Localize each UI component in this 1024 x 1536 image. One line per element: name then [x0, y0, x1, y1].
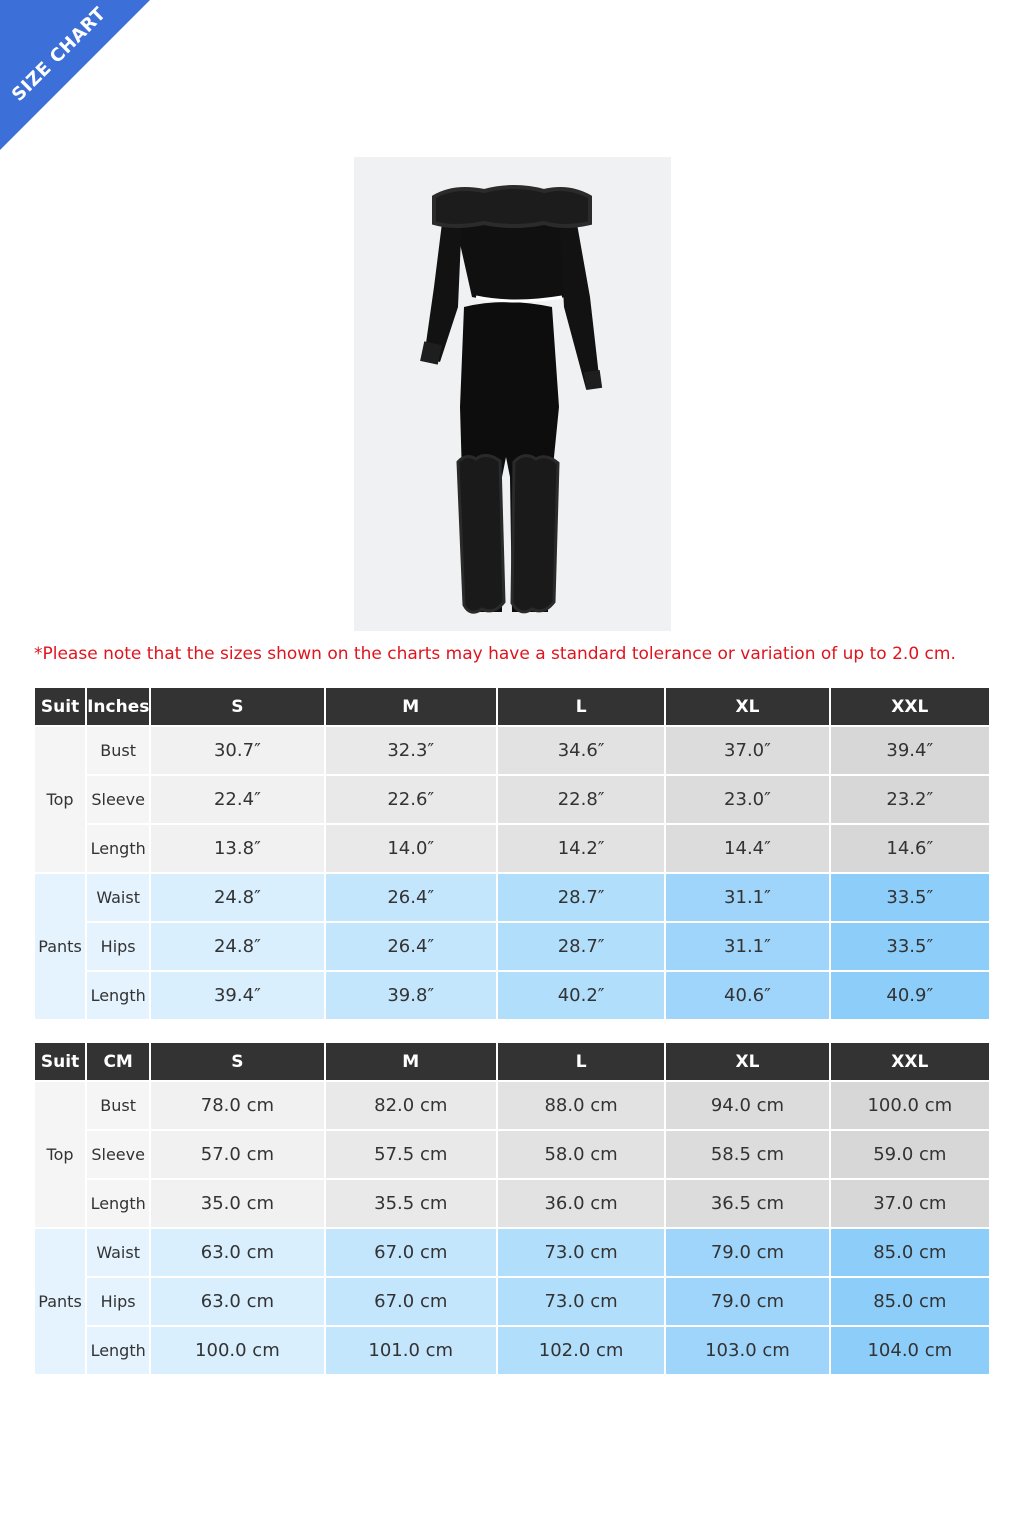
table-cell: 35.5 cm — [326, 1180, 496, 1227]
group-label-pants: Pants — [35, 1229, 85, 1374]
table-cell: 40.6″ — [666, 972, 828, 1019]
table-cell: 31.1″ — [666, 923, 828, 970]
table-cell: 67.0 cm — [326, 1229, 496, 1276]
table-row — [35, 825, 989, 872]
table-cell: 28.7″ — [498, 923, 664, 970]
table-cell: 63.0 cm — [151, 1229, 323, 1276]
table-cell: 39.4″ — [151, 972, 323, 1019]
table-header-row — [35, 688, 989, 725]
header-size-xxl: XXL — [831, 1043, 989, 1080]
header-unit: Inches — [87, 688, 149, 725]
table-cell: 33.5″ — [831, 923, 989, 970]
table-row — [35, 1082, 989, 1129]
measure-label: Sleeve — [87, 776, 149, 823]
header-suit: Suit — [35, 1043, 85, 1080]
table-cell: 22.8″ — [498, 776, 664, 823]
table-cell: 36.0 cm — [498, 1180, 664, 1227]
group-label-top: Top — [35, 727, 85, 872]
corner-banner-label: SIZE CHART — [7, 3, 111, 106]
measure-label: Bust — [87, 1082, 149, 1129]
table-cell: 26.4″ — [326, 923, 496, 970]
table-cell: 101.0 cm — [326, 1327, 496, 1374]
size-chart-corner-banner — [0, 0, 150, 150]
table-cell: 57.0 cm — [151, 1131, 323, 1178]
table-cell: 73.0 cm — [498, 1229, 664, 1276]
table-cell: 59.0 cm — [831, 1131, 989, 1178]
header-size-m: M — [326, 688, 496, 725]
table-cell: 22.6″ — [326, 776, 496, 823]
header-size-l: L — [498, 1043, 664, 1080]
measure-label: Hips — [87, 1278, 149, 1325]
table-cell: 13.8″ — [151, 825, 323, 872]
table-cell: 34.6″ — [498, 727, 664, 774]
table-cell: 100.0 cm — [151, 1327, 323, 1374]
measure-label: Waist — [87, 874, 149, 921]
header-size-s: S — [151, 688, 323, 725]
measure-label: Length — [87, 1180, 149, 1227]
table-cell: 37.0″ — [666, 727, 828, 774]
table-cell: 23.0″ — [666, 776, 828, 823]
table-cell: 37.0 cm — [831, 1180, 989, 1227]
table-cell: 67.0 cm — [326, 1278, 496, 1325]
measure-label: Sleeve — [87, 1131, 149, 1178]
table-cell: 102.0 cm — [498, 1327, 664, 1374]
table-cell: 31.1″ — [666, 874, 828, 921]
table-cell: 32.3″ — [326, 727, 496, 774]
table-cell: 33.5″ — [831, 874, 989, 921]
table-row — [35, 1327, 989, 1374]
header-suit: Suit — [35, 688, 85, 725]
table-cell: 103.0 cm — [666, 1327, 828, 1374]
table-cell: 73.0 cm — [498, 1278, 664, 1325]
table-cell: 26.4″ — [326, 874, 496, 921]
table-row — [35, 923, 989, 970]
table-cell: 39.8″ — [326, 972, 496, 1019]
table-cell: 28.7″ — [498, 874, 664, 921]
table-row — [35, 1229, 989, 1276]
header-size-xl: XL — [666, 1043, 828, 1080]
table-cell: 58.0 cm — [498, 1131, 664, 1178]
table-cell: 24.8″ — [151, 874, 323, 921]
table-cell: 14.2″ — [498, 825, 664, 872]
header-size-xxl: XXL — [831, 688, 989, 725]
measure-label: Length — [87, 972, 149, 1019]
table-cell: 40.2″ — [498, 972, 664, 1019]
table-cell: 22.4″ — [151, 776, 323, 823]
size-table-inches — [33, 686, 991, 1021]
table-cell: 85.0 cm — [831, 1229, 989, 1276]
table-row — [35, 1180, 989, 1227]
table-cell: 36.5 cm — [666, 1180, 828, 1227]
table-cell: 24.8″ — [151, 923, 323, 970]
table-row — [35, 874, 989, 921]
table-row — [35, 1131, 989, 1178]
product-photo — [354, 157, 671, 631]
measure-label: Length — [87, 1327, 149, 1374]
table-cell: 14.6″ — [831, 825, 989, 872]
table-cell: 14.0″ — [326, 825, 496, 872]
table-cell: 63.0 cm — [151, 1278, 323, 1325]
table-row — [35, 972, 989, 1019]
group-label-pants: Pants — [35, 874, 85, 1019]
table-row — [35, 776, 989, 823]
table-cell: 79.0 cm — [666, 1229, 828, 1276]
measure-label: Bust — [87, 727, 149, 774]
table-cell: 78.0 cm — [151, 1082, 323, 1129]
measure-label: Length — [87, 825, 149, 872]
group-label-top: Top — [35, 1082, 85, 1227]
table-row — [35, 1278, 989, 1325]
table-cell: 30.7″ — [151, 727, 323, 774]
table-cell: 85.0 cm — [831, 1278, 989, 1325]
table-cell: 35.0 cm — [151, 1180, 323, 1227]
table-cell: 100.0 cm — [831, 1082, 989, 1129]
header-size-m: M — [326, 1043, 496, 1080]
table-cell: 79.0 cm — [666, 1278, 828, 1325]
measure-label: Hips — [87, 923, 149, 970]
table-cell: 104.0 cm — [831, 1327, 989, 1374]
table-cell: 94.0 cm — [666, 1082, 828, 1129]
header-unit: CM — [87, 1043, 149, 1080]
table-cell: 14.4″ — [666, 825, 828, 872]
table-cell: 82.0 cm — [326, 1082, 496, 1129]
table-cell: 40.9″ — [831, 972, 989, 1019]
header-size-l: L — [498, 688, 664, 725]
table-cell: 39.4″ — [831, 727, 989, 774]
table-cell: 23.2″ — [831, 776, 989, 823]
header-size-xl: XL — [666, 688, 828, 725]
header-size-s: S — [151, 1043, 323, 1080]
measure-label: Waist — [87, 1229, 149, 1276]
table-header-row — [35, 1043, 989, 1080]
table-cell: 88.0 cm — [498, 1082, 664, 1129]
table-row — [35, 727, 989, 774]
table-cell: 58.5 cm — [666, 1131, 828, 1178]
table-cell: 57.5 cm — [326, 1131, 496, 1178]
tolerance-note: *Please note that the sizes shown on the charts may have a standard tolerance or variation of up to 2.0 cm. — [34, 644, 956, 664]
outfit-illustration — [354, 157, 671, 631]
size-table-cm — [33, 1041, 991, 1376]
